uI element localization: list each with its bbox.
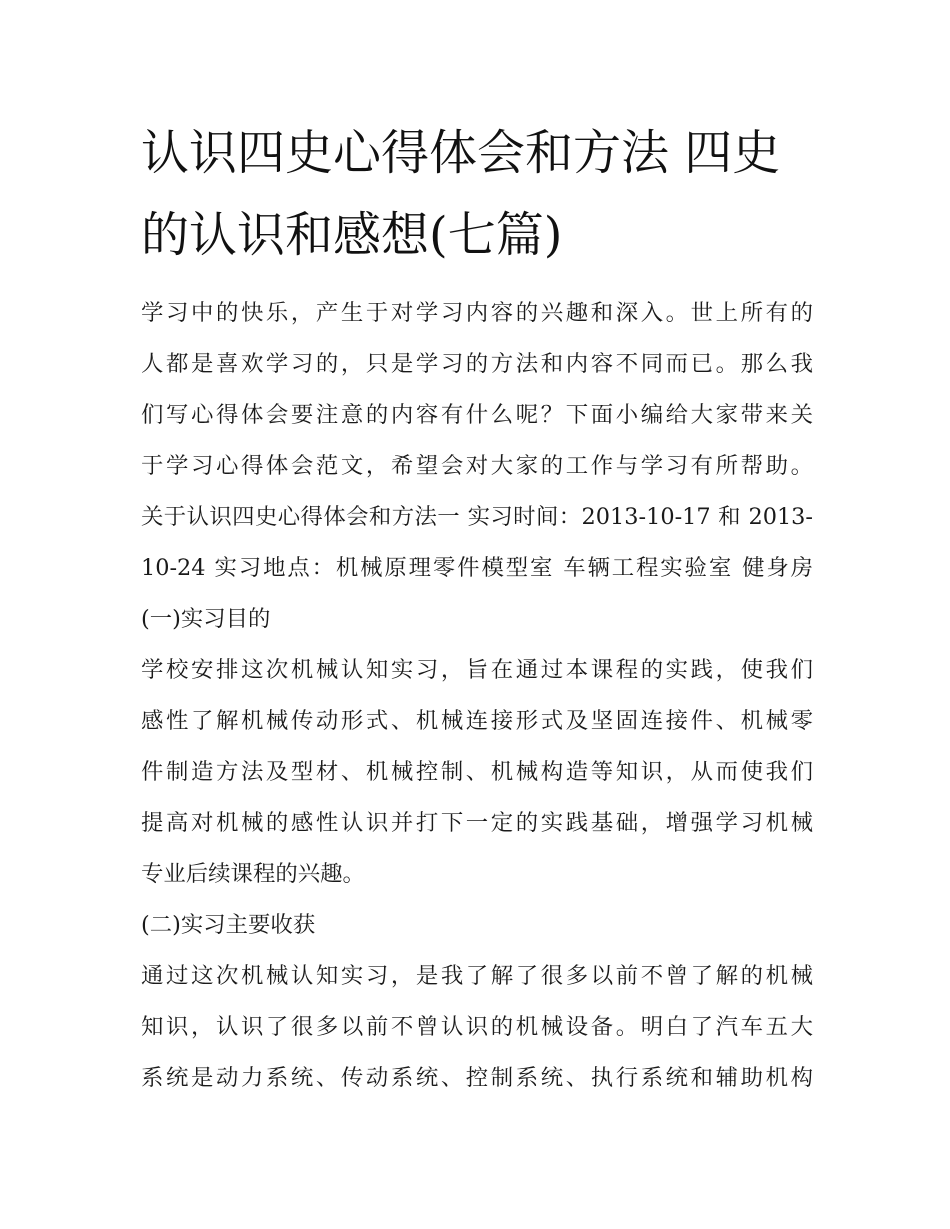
document-title [141,112,813,276]
document-content [141,112,813,1104]
body-line-8: 学校安排这次机械认知实习，旨在通过本课程的实践，使我们 [141,657,813,683]
body-line-1: 学习中的快乐，产生于对学习内容的兴趣和深入。世上所有的 [141,300,813,326]
body-line-4: 于学习心得体会范文，希望会对大家的工作与学习有所帮助。 [141,453,813,479]
document-body [141,288,813,1104]
body-line-3: 们写心得体会要注意的内容有什么呢？下面小编给大家带来关 [141,402,813,428]
section-heading-1: (一)实习目的 [141,606,271,632]
body-line-14: 通过这次机械认知实习，是我了解了很多以前不曾了解的机械 [141,963,813,989]
body-line-16: 系统是动力系统、传动系统、控制系统、执行系统和辅助机构 [141,1065,813,1091]
title-line-2: 的认识和感想(七篇) [141,207,563,263]
body-line-15: 知识，认识了很多以前不曾认识的机械设备。明白了汽车五大 [141,1014,813,1040]
title-line-1: 认识四史心得体会和方法 四史 [141,125,781,181]
body-line-6: 10-24 实习地点：机械原理零件模型室 车辆工程实验室 健身房 [141,555,813,581]
body-line-2: 人都是喜欢学习的，只是学习的方法和内容不同而已。那么我 [141,351,813,377]
body-line-11: 提高对机械的感性认识并打下一定的实践基础，增强学习机械 [141,810,813,836]
section-heading-2: (二)实习主要收获 [141,912,316,938]
body-line-5: 关于认识四史心得体会和方法一 实习时间：2013-10-17 和 2013- [141,504,813,530]
body-line-10: 件制造方法及型材、机械控制、机械构造等知识，从而使我们 [141,759,813,785]
body-line-12: 专业后续课程的兴趣。 [141,861,365,887]
body-line-9: 感性了解机械传动形式、机械连接形式及坚固连接件、机械零 [141,708,813,734]
